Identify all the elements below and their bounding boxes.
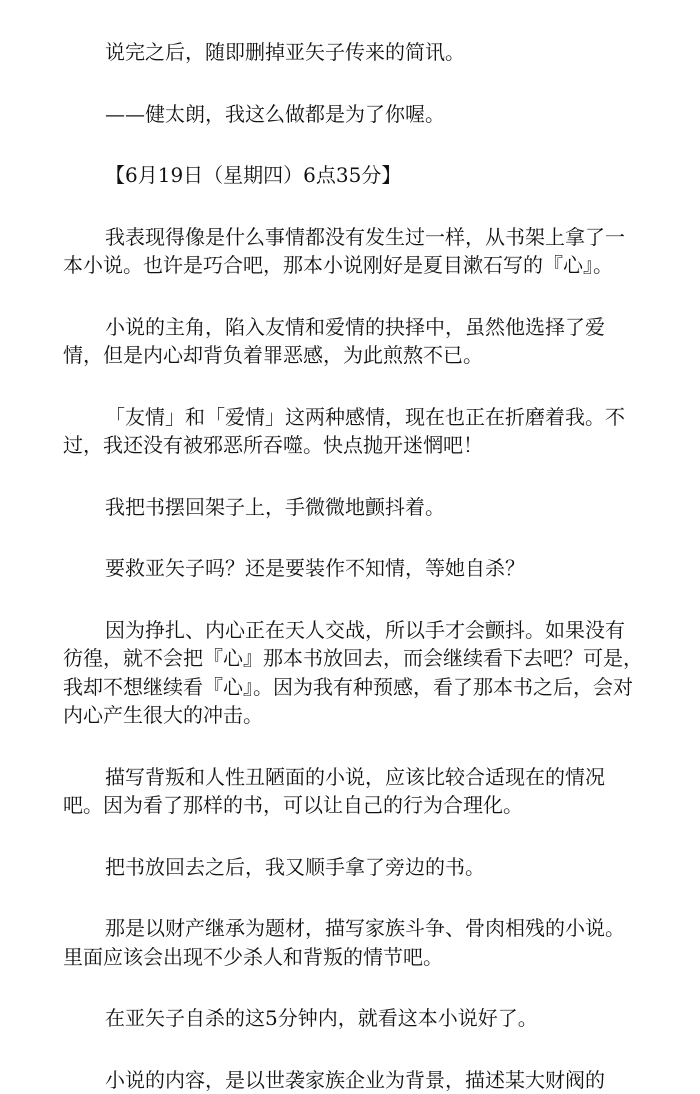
paragraph: 要救亚矢子吗？还是要装作不知情，等她自杀？ [63,554,643,583]
paragraph: 描写背叛和人性丑陋面的小说，应该比较合适现在的情况吧。因为看了那样的书，可以让自己的行为合理化。 [63,763,643,820]
paragraph-gap [63,280,643,313]
paragraph: 那是以财产继承为题材，描写家族斗争、骨肉相残的小说。里面应该会出现不少杀人和背叛的情节吧。 [63,914,643,971]
paragraph: 小说的内容，是以世袭家族企业为背景，描述某大财阀的 [63,1066,643,1094]
paragraph-gap [63,971,643,1004]
paragraph-gap [63,730,643,763]
paragraph: ——健太朗，我这么做都是为了你喔。 [63,100,643,129]
paragraph-gap [63,583,643,616]
paragraph-gap [63,128,643,161]
paragraph: 说完之后，随即删掉亚矢子传来的简讯。 [63,38,643,67]
paragraph-gap [63,190,643,223]
paragraph: 在亚矢子自杀的这5分钟内，就看这本小说好了。 [63,1004,643,1033]
paragraph-gap [63,1033,643,1066]
paragraph-gap [63,460,643,493]
paragraph: 我表现得像是什么事情都没有发生过一样，从书架上拿了一本小说。也许是巧合吧，那本小说刚好是夏目漱石写的『心』。 [63,223,643,280]
section-heading: 【6月19日（星期四）6点35分】 [63,161,643,190]
paragraph-gap [63,67,643,100]
paragraph: 因为挣扎、内心正在天人交战，所以手才会颤抖。如果没有彷徨，就不会把『心』那本书放回去，而会继续看下去吧？可是，我却不想继续看『心』。因为我有种预感，看了那本书之后，会对内心产生很大的冲击。 [63,616,643,730]
paragraph-gap [63,521,643,554]
paragraph-gap [63,881,643,914]
paragraph: 「友情」和「爱情」这两种感情，现在也正在折磨着我。不过，我还没有被邪恶所吞噬。快点抛开迷惘吧！ [63,403,643,460]
paragraph: 小说的主角，陷入友情和爱情的抉择中，虽然他选择了爱情，但是内心却背负着罪恶感，为此煎熬不已。 [63,313,643,370]
document-page [63,38,643,1094]
paragraph: 我把书摆回架子上，手微微地颤抖着。 [63,493,643,522]
paragraph-gap [63,820,643,853]
paragraph: 把书放回去之后，我又顺手拿了旁边的书。 [63,853,643,882]
paragraph-gap [63,370,643,403]
